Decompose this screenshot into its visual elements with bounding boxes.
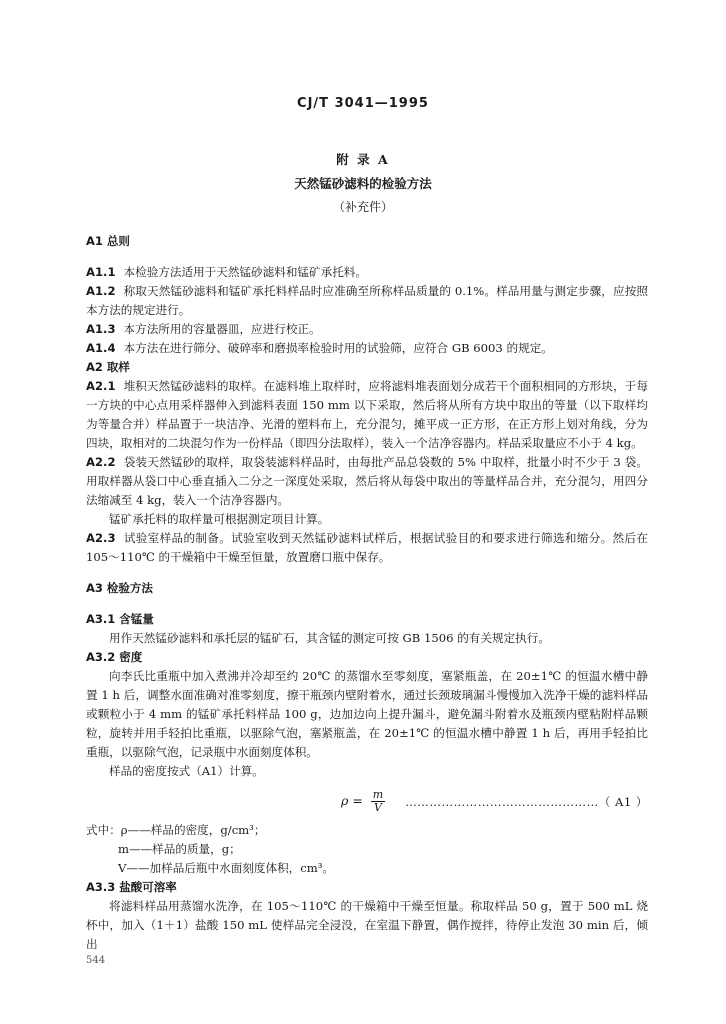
definition-m: m——样品的质量，g； [118, 842, 241, 856]
definition-rho [86, 821, 648, 840]
formula-expression [341, 789, 385, 814]
density-formula [86, 785, 648, 817]
formula-lhs: ρ = [341, 793, 363, 808]
item-a2-2-note: 锰矿承托料的取样量可根据测定项目计算。 [109, 512, 330, 526]
item-a1-1 [86, 263, 648, 282]
item-number: A1.4 [86, 341, 116, 355]
subsection-a3-3-heading: A3.3 盐酸可溶率 [86, 880, 177, 894]
subsection-a3-1-text: 用作天然锰砂滤料和承托层的锰矿石，其含锰的测定可按 GB 1506 的有关规定执行。 [109, 631, 550, 645]
item-a2-1 [86, 377, 648, 453]
density-calc-note: 样品的密度按式（A1）计算。 [109, 764, 264, 778]
appendix-label: 附 录 A [336, 152, 390, 167]
item-text: 袋装天然锰砂的取样，取袋装滤料样品时，由每批产品总袋数的 5% 中取样，批量小时不少于 3 袋。用取样器从袋口中心垂直插入二分之一深度处采取，然后将从每袋中取出的等量样品合并，充分混匀，用四分法缩减至 4 kg，装入一个洁净容器内。 [86, 455, 648, 507]
section-a2-heading: A2 取样 [86, 360, 130, 374]
subsection-a3-2-heading: A3.2 密度 [86, 650, 143, 664]
item-number: A1.3 [86, 322, 116, 336]
document-body [86, 232, 648, 954]
item-text: 试验室样品的制备。试验室收到天然锰砂滤料试样后，根据试验目的和要求进行筛选和缩分。然后在 105～110℃ 的干燥箱中干燥至恒量，放置磨口瓶中保存。 [86, 531, 648, 564]
appendix-title-block [0, 150, 726, 215]
item-text: 堆积天然锰砂滤料的取样。在滤料堆上取样时，应将滤料堆表面划分成若干个面积相同的方形块，于每一方块的中心点用采样器伸入到滤料表面 150 mm 以下采取，然后将从所有方块中取出的等量（以下取样均为等量合并）样品置于一块洁净、光滑的塑料布上，充分混匀，摊平成一正方形，在正方形上划对角线，分为四块，取相对的二块混匀作为一份样品（即四分法取样），装入一个洁净容器内。样品采取量应不小于 4 kg。 [86, 379, 648, 450]
item-text: 本检验方法适用于天然锰砂滤料和锰矿承托料。 [123, 265, 367, 279]
formula-definitions [86, 821, 648, 878]
definitions-intro: 式中： [86, 823, 121, 837]
section-a3-heading: A3 检验方法 [86, 581, 153, 595]
item-a1-2 [86, 282, 648, 320]
appendix-note: （补充件） [332, 200, 393, 214]
equation-number: …………………………………………（ A1 ） [405, 795, 648, 809]
subsection-a3-1-heading: A3.1 含锰量 [86, 612, 154, 626]
page-number: 544 [86, 955, 106, 966]
item-a2-2 [86, 453, 648, 510]
item-a1-4 [86, 339, 648, 358]
formula-fraction [371, 789, 385, 814]
formula-numerator: m [372, 788, 384, 801]
formula-denominator: V [374, 801, 382, 814]
appendix-title: 天然锰砂滤料的检验方法 [294, 176, 432, 191]
item-text: 本方法在进行筛分、破碎率和磨损率检验时用的试验筛，应符合 GB 6003 的规定。 [123, 341, 553, 355]
item-text: 本方法所用的容量器皿，应进行校正。 [123, 322, 321, 336]
definition-v: V——加样品后瓶中水面刻度体积，cm³。 [118, 861, 335, 875]
item-a2-3 [86, 529, 648, 567]
subsection-a3-3-text: 将滤料样品用蒸馏水洗净，在 105～110℃ 的干燥箱中干燥至恒量。称取样品 50 g，置于 500 mL 烧杯中，加入（1＋1）盐酸 150 mL 使样品完全浸没，在室温下静置，偶作搅拌，待停止发泡 30 min 后，倾出 [86, 899, 648, 951]
item-number: A2.2 [86, 455, 116, 469]
item-text: 称取天然锰砂滤料和锰矿承托料样品时应准确至所称样品质量的 0.1%。样品用量与测定步骤，应按照本方法的规定进行。 [86, 284, 648, 317]
definition-rho-text: ρ——样品的密度，g/cm³； [120, 823, 266, 837]
item-number: A2.1 [86, 379, 116, 393]
item-a1-3 [86, 320, 648, 339]
standard-code-header: CJ/T 3041—1995 [297, 96, 429, 111]
item-number: A1.1 [86, 265, 116, 279]
section-a1-heading: A1 总则 [86, 234, 130, 248]
item-number: A1.2 [86, 284, 116, 298]
item-number: A2.3 [86, 531, 116, 545]
subsection-a3-2-text: 向李氏比重瓶中加入煮沸并冷却至约 20℃ 的蒸馏水至零刻度，塞紧瓶盖，在 20±1℃ 的恒温水槽中静置 1 h 后，调整水面准确对准零刻度，擦干瓶颈内壁附着水，通过长颈玻璃漏斗慢慢加入洗净干燥的滤料样品或颗粒小于 4 mm 的锰矿承托料样品 100 g，边加边向上提升漏斗，避免漏斗附着水及瓶颈内壁粘附样品颗粒，旋转并用手轻拍比重瓶，以驱除气泡，塞紧瓶盖，在 20±1℃ 的恒温水槽中静置 1 h 后，再用手轻拍比重瓶，以驱除气泡，记录瓶中水面刻度体积。 [86, 669, 648, 759]
